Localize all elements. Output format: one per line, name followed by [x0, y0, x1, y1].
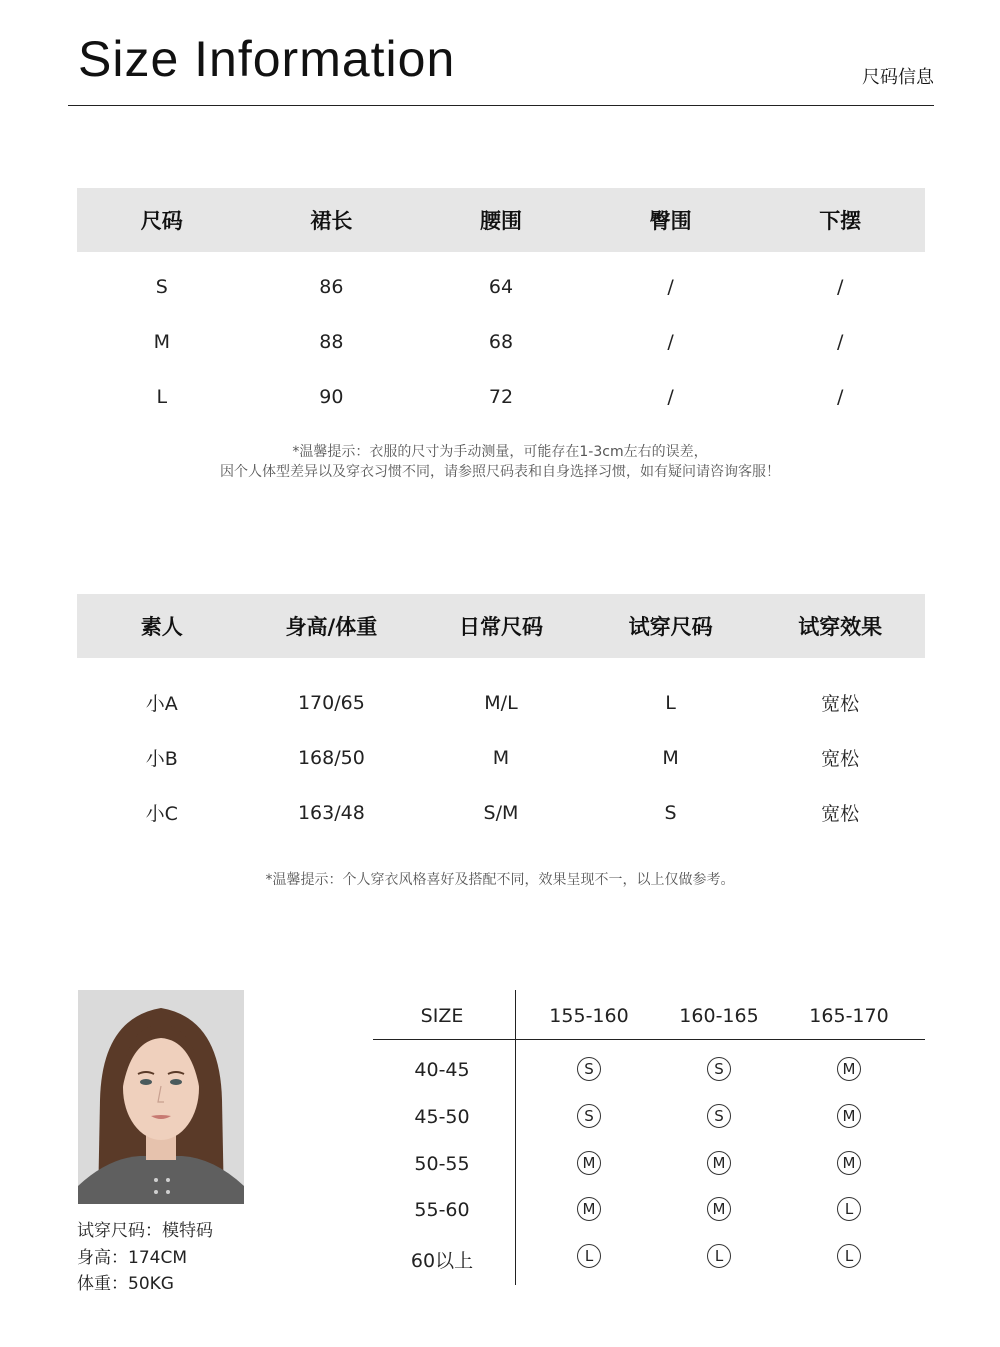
- column-header: 日常尺码: [416, 594, 586, 658]
- model-photo: [78, 990, 244, 1204]
- table-row: [77, 730, 925, 785]
- table-cell: 86: [319, 275, 344, 298]
- table-cell: /: [836, 330, 844, 353]
- column-header: 下摆: [755, 188, 925, 252]
- size-badge: S: [577, 1057, 601, 1081]
- size-badge: L: [707, 1244, 731, 1268]
- size-badge: L: [837, 1197, 861, 1221]
- size-badge: M: [837, 1057, 861, 1081]
- tryon-note: *温馨提示：个人穿衣风格喜好及搭配不同，效果呈现不一，以上仅做参考。: [265, 872, 735, 888]
- size-badge: L: [577, 1244, 601, 1268]
- table-cell: M: [492, 746, 510, 769]
- table-cell: L: [156, 385, 168, 408]
- tryon-table-header: [77, 594, 925, 658]
- height-range-header: 160-165: [679, 1005, 759, 1027]
- size-table-header: [77, 188, 925, 252]
- table-cell: M/L: [484, 691, 518, 714]
- tryon-table: [77, 594, 925, 840]
- table-cell: 64: [488, 275, 514, 298]
- header-divider: [68, 105, 934, 106]
- table-cell: /: [667, 330, 674, 353]
- size-badge: M: [837, 1104, 861, 1128]
- model-size: 试穿尺码：模特码: [77, 1221, 213, 1241]
- table-row: [77, 252, 925, 314]
- column-header: 素人: [77, 594, 247, 658]
- model-height: 身高：174CM: [77, 1248, 187, 1268]
- size-guide-column-rule: [515, 990, 516, 1285]
- weight-range-label: 50-55: [414, 1153, 470, 1175]
- weight-range-label: 60以上: [410, 1250, 474, 1272]
- table-cell: 小B: [145, 748, 178, 770]
- table-cell: L: [665, 691, 676, 714]
- table-cell: /: [667, 385, 674, 408]
- table-cell: S/M: [483, 801, 519, 824]
- table-row: [77, 658, 925, 730]
- table-row: [77, 314, 925, 369]
- table-cell: M: [153, 330, 170, 353]
- column-header: 腰围: [416, 188, 586, 252]
- size-note-line: 因个人体型差异以及穿衣习惯不同，请参照尺码表和自身选择习惯，如有疑问请咨询客服！: [220, 464, 780, 480]
- column-header: 试穿效果: [755, 594, 925, 658]
- table-cell: /: [667, 275, 674, 298]
- table-cell: 90: [319, 385, 344, 408]
- size-badge: M: [577, 1197, 601, 1221]
- table-cell: S: [155, 275, 168, 298]
- table-cell: 170/65: [297, 691, 365, 714]
- table-cell: 68: [488, 330, 514, 353]
- column-header: 身高/体重: [247, 594, 417, 658]
- table-cell: 168/50: [297, 746, 365, 769]
- model-weight: 体重：50KG: [77, 1274, 174, 1294]
- table-cell: S: [664, 801, 677, 824]
- table-cell: 小C: [145, 803, 178, 825]
- size-guide-corner: SIZE: [420, 1005, 464, 1027]
- table-cell: 宽松: [821, 693, 860, 715]
- size-badge: M: [837, 1151, 861, 1175]
- table-cell: 163/48: [297, 801, 365, 824]
- size-table: [77, 188, 925, 424]
- table-row: [77, 369, 925, 424]
- size-badge: M: [707, 1197, 731, 1221]
- weight-range-label: 40-45: [414, 1059, 470, 1081]
- size-badge: L: [837, 1244, 861, 1268]
- size-guide-header-rule: [373, 1039, 925, 1040]
- size-badge: S: [707, 1057, 731, 1081]
- table-cell: 宽松: [821, 748, 860, 770]
- size-note-line: *温馨提示：衣服的尺寸为手动测量，可能存在1-3cm左右的误差，: [292, 444, 708, 460]
- size-badge: S: [707, 1104, 731, 1128]
- table-cell: /: [836, 385, 844, 408]
- table-cell: /: [836, 275, 844, 298]
- height-range-header: 165-170: [809, 1005, 889, 1027]
- table-cell: 88: [319, 330, 344, 353]
- weight-range-label: 55-60: [414, 1199, 470, 1221]
- table-cell: M: [662, 746, 679, 769]
- size-note: [0, 442, 1000, 482]
- column-header: 尺码: [77, 188, 247, 252]
- table-cell: 72: [488, 385, 514, 408]
- table-cell: 小A: [145, 693, 178, 715]
- size-badge: M: [707, 1151, 731, 1175]
- table-row: [77, 785, 925, 840]
- height-range-header: 155-160: [549, 1005, 629, 1027]
- column-header: 试穿尺码: [586, 594, 756, 658]
- weight-range-label: 45-50: [414, 1106, 470, 1128]
- column-header: 裙长: [247, 188, 417, 252]
- page-title: Size Information: [78, 31, 456, 87]
- size-badge: S: [577, 1104, 601, 1128]
- page-subtitle: 尺码信息: [862, 67, 934, 88]
- table-cell: 宽松: [821, 803, 860, 825]
- column-header: 臀围: [586, 188, 756, 252]
- size-badge: M: [577, 1151, 601, 1175]
